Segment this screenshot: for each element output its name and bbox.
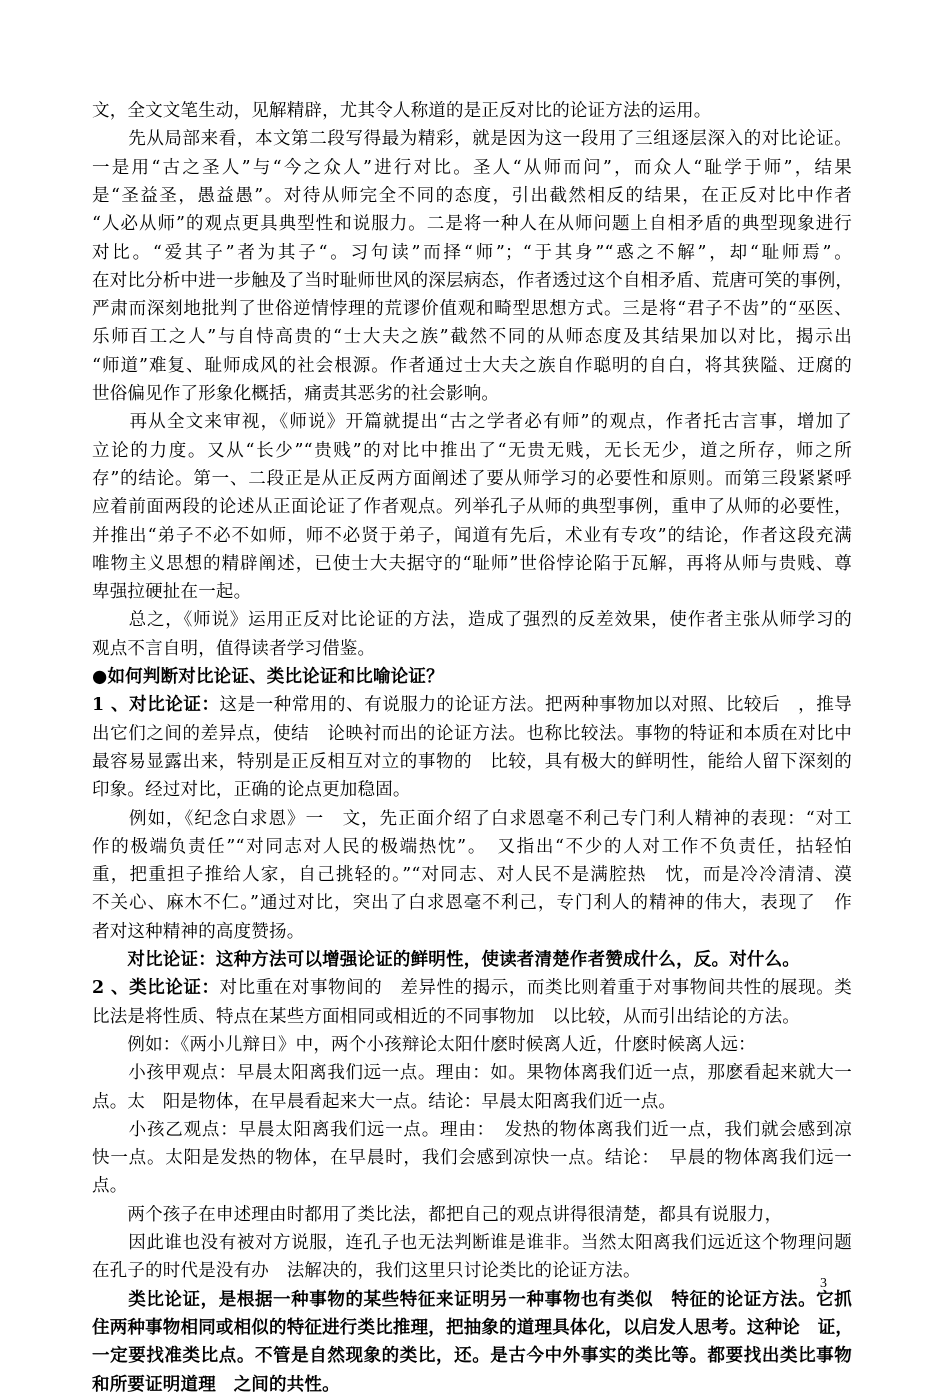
text-line: 印象。经过对比，正确的论点更加稳固。 [92,780,411,801]
text-line: 应着前面两段的论述从正面论证了作者观点。列举孔子从师的典型事例，重申了从师的必要性， [92,497,852,518]
text-line [92,691,852,719]
text-line: “人必从师”的观点更具典型性和说服力。二是将一种人在从师问题上自相矛盾的典型现象进行 [92,214,852,235]
text-line: 类比论证，是根据一种事物的某些特征来证明另一种事物也有类似 特征的论证方法。它抓 [92,1289,852,1310]
text-run: 对比重在对事物间的 差异性的揭示，而类比则着重于对事物间共性的展现。类 [219,978,853,999]
text-line: 住两种事物相同或相似的特征进行类比推理，把抽象的道理具体化，以启发人思考。这种论 证， [92,1317,854,1338]
text-line: 小孩乙观点：早晨太阳离我们远一点。理由： 发热的物体离我们近一点，我们就会感到凉 [92,1119,852,1140]
text-line: 不关心、麻木不仁。”通过对比，突出了白求恩毫不利己，专门利人的精神的伟大，表现了 作 [92,893,852,914]
text-run: 这是一种常用的、有说服力的论证方法。把两种事物加以对照、比较后 ，推导 [219,695,853,716]
text-line: 和所要证明道理 之间的共性。 [92,1374,340,1395]
text-line: 并推出“弟子不必不如师，师不必贤于弟子，闻道有先后，术业有专攻”的结论，作者这段充满 [92,525,852,546]
text-line [92,974,852,1002]
heading-label: 1 、对比论证： [92,695,220,716]
text-line: 重，把重担子推给人家，自己挑轻的。”“对同志、对人民不是满腔热 忱，而是冷冷清清、漠 [92,865,852,886]
text-line: 对比论证：这种方法可以增强论证的鲜明性，使读者清楚作者赞成什么，反。对什么。 [92,950,800,970]
text-line: 最容易显露出来，特别是正反相互对立的事物的 比较，具有极大的鲜明性，能给人留下深刻的 [92,751,852,772]
text-line: 点。 [92,1176,128,1197]
text-line: 文，全文文笔生动，见解精辟，尤其令人称道的是正反对比的论证方法的运用。 [92,101,712,121]
text-line: 是“圣益圣，愚益愚”。对待从师完全不同的态度，引出截然相反的结果，在正反对比中作者 [92,185,852,206]
text-line: 例如：《两小儿辩日》中，两个小孩辩论太阳什麽时候离人近，什麽时候离人远： [92,1034,756,1055]
text-line: 出它们之间的差异点，使结 论映衬而出的论证方法。也称比较法。事物的特证和本质在对比中 [92,723,852,744]
text-line: 小孩甲观点：早晨太阳离我们远一点。理由：如。果物体离我们近一点，那麽看起来就大一 [92,1063,852,1084]
text-line: 两个孩子在申述理由时都用了类比法，都把自己的观点讲得很清楚，都具有说服力， [92,1204,783,1225]
text-line: 因此谁也没有被对方说服，连孔子也无法判断谁是谁非。当然太阳离我们远近这个物理问题 [92,1233,852,1253]
text-line: 卑强拉硬扯在一起。 [92,582,252,603]
text-line: 者对这种精神的高度赞扬。 [92,921,305,942]
text-line: “师道”难复、耻师成风的社会根源。作者通过士大夫之族自作聪明的自白，将其狭隘、迂腐的 [92,355,852,376]
text-line: 乐师百工之人”与自恃高贵的“士大夫之族”截然不同的从师态度及其结果加以对比，揭示出 [92,327,852,348]
text-line: 作的极端负责任”“对同志对人民的极端热忱”。 又指出“不少的人对工作不负责任，拈轻怕 [92,836,852,857]
text-line: ●如何判断对比论证、类比论证和比喻论证？ [92,667,444,687]
text-line: 先从局部来看，本文第二段写得最为精彩，就是因为这一段用了三组逐层深入的对比论证。 [92,129,852,150]
text-line: 在对比分析中进一步触及了当时耻师世风的深层病态，作者透过这个自相矛盾、荒唐可笑的事例， [92,270,854,291]
text-line: 存”的结论。第一、二段正是从正反两方面阐述了要从师学习的必要性和原则。而第三段紧紧呼 [92,468,852,489]
text-line: 点。太 阳是物体，在早晨看起来大一点。结论：早晨太阳离我们近一点。 [92,1091,677,1112]
text-line: 一定要找准类比点。不管是自然现象的类比，还。是古今中外事实的类比等。都要找出类比事物 [92,1346,852,1367]
text-line: 快一点。太阳是发热的物体，在早晨时，我们会感到凉快一点。结论： 早晨的物体离我们远一 [92,1148,852,1169]
text-line: 严肃而深刻地批判了世俗逆情悖理的荒谬价值观和畸型思想方式。三是将“君子不齿”的“巫医、 [92,299,852,320]
heading-label: 2 、类比论证： [92,978,220,999]
text-line: 在孔子的时代是没有办 法解决的，我们这里只讨论类比的论证方法。 [92,1261,641,1282]
text-line: 唯物主义思想的精辟阐述，已使士大夫据守的“耻师”世俗悖论陷于瓦解，再将从师与贵贱、尊 [92,553,852,574]
text-line: 总之，《师说》运用正反对比论证的方法，造成了强烈的反差效果，使作者主张从师学习的 [92,610,852,631]
text-line: 对比。“爱其子”者为其子“。习句读”而择“师”；“于其身”“惑之不解”，却“耻师焉”。 [92,242,852,263]
text-line: 一是用“古之圣人”与“今之众人”进行对比。圣人“从师而问”，而众人“耻学于师”，结果 [92,157,852,178]
page-number: 3 [820,1276,827,1291]
text-line: 立论的力度。又从“长少”“贵贱”的对比中推出了“无贵无贱，无长无少，道之所存，师之所 [92,440,852,461]
text-line: 世俗偏见作了形象化概括，痛责其恶劣的社会影响。 [92,384,500,404]
text-line: 再从全文来审视，《师说》开篇就提出“古之学者必有师”的观点，作者托古言事，增加了 [92,412,852,433]
text-line: 观点不言自明，值得读者学习借鉴。 [92,638,376,659]
text-line: 比法是将性质、特点在某些方面相同或相近的不同事物加 以比较，从而引出结论的方法。 [92,1006,800,1027]
text-line: 例如，《纪念白求恩》一 文，先正面介绍了白求恩毫不利己专门利人精神的表现：“对工 [92,808,852,829]
